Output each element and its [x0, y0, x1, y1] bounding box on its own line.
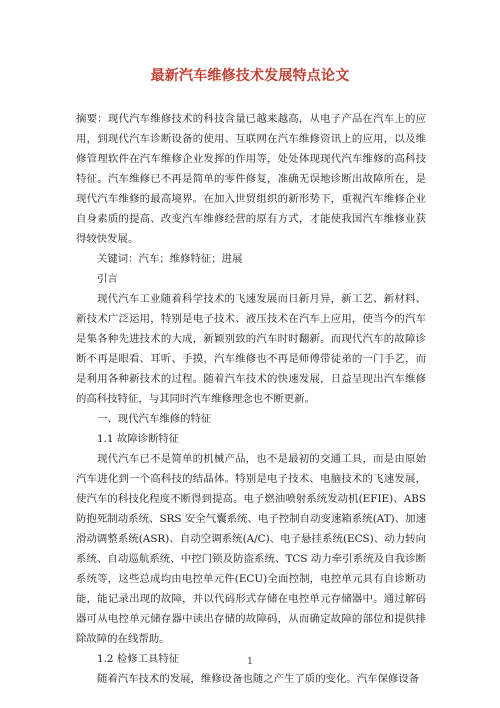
subsection-heading: 1.1 故障诊断特征 — [97, 433, 180, 445]
subsection-heading: 1.2 检修工具特征 — [97, 653, 180, 665]
document-title: 最新汽车维修技术发展特点论文 — [150, 68, 350, 84]
page-number: 1 — [247, 657, 253, 667]
intro-paragraph: 现代汽车工业随着科学技术的飞速发展而日新月异，新工艺、新材料、新技术广泛运用，特别是电子技术、液压技术在汽车上应用，使当今的汽车是集各种先进技术的大成，新颖别致的汽车时时翻新。而现代汽车的故障诊断不再是眼看、耳听、手摸，汽车维修也不再是师傅带徒弟的一门手艺，而是利用各种新技术的过程。随着汽车技术的快速发展，日益呈现出汽车维修的高科技特征，与其同时汽车维修理念也不断更新。 — [76, 293, 426, 405]
subsection-paragraph: 现代汽车已不是简单的机械产品，也不是最初的交通工具，而是由原始汽车进化到一个高科技的结晶体。特别是电子技术、电脑技术的飞速发展，使汽车的科技化程度不断得到提高。电子燃油喷射系统发动机(EFIE)、ABS 防抱死制动系统、SRS 安全气囊系统、电子控制自动变速箱系统(AT)、加速滑动调整系统(ASR)、自动空调系统(A/C)、电子悬挂系统(ECS)、动力转向系统、自动巡航系统、中控门锁及防盗系统、TCS 动力牵引系统及自我诊断系统等，这些总成均由电控单元件(ECU)全面控制，电控单元具有自诊断功能，能记录出现的故障，并以代码形式存储在电控单元存储器中。通过解码器可从电控单元储存器中读出存储的故障码，从而确定故障的部位和提供排除故障的在线帮助。 — [76, 453, 426, 645]
document-body — [76, 109, 426, 689]
section-heading: 一、现代汽车维修的特征 — [97, 413, 212, 425]
abstract-paragraph: 摘要：现代汽车维修技术的科技含量已越来越高，从电子产品在汽车上的应用，到现代汽车诊断设备的使用、互联网在汽车维修资讯上的应用，以及维修管理软件在汽车维修企业发挥的作用等，处处体现现代汽车维修的高科技特征。汽车维修已不再是简单的零件修复，准确无误地诊断出故障所在，是现代汽车维修的最高境界。在加入世贸组织的新形势下，重视汽车维修企业自身素质的提高、改变汽车维修经营的原有方式，才能使我国汽车维修业获得较快发展。 — [76, 113, 426, 245]
subsection-paragraph: 随着汽车技术的发展，维修设备也随之产生了质的变化。汽车保修设备 — [97, 673, 420, 685]
intro-heading: 引言 — [97, 273, 118, 285]
keywords-line: 关键词：汽车；维修特征；进展 — [97, 253, 243, 265]
